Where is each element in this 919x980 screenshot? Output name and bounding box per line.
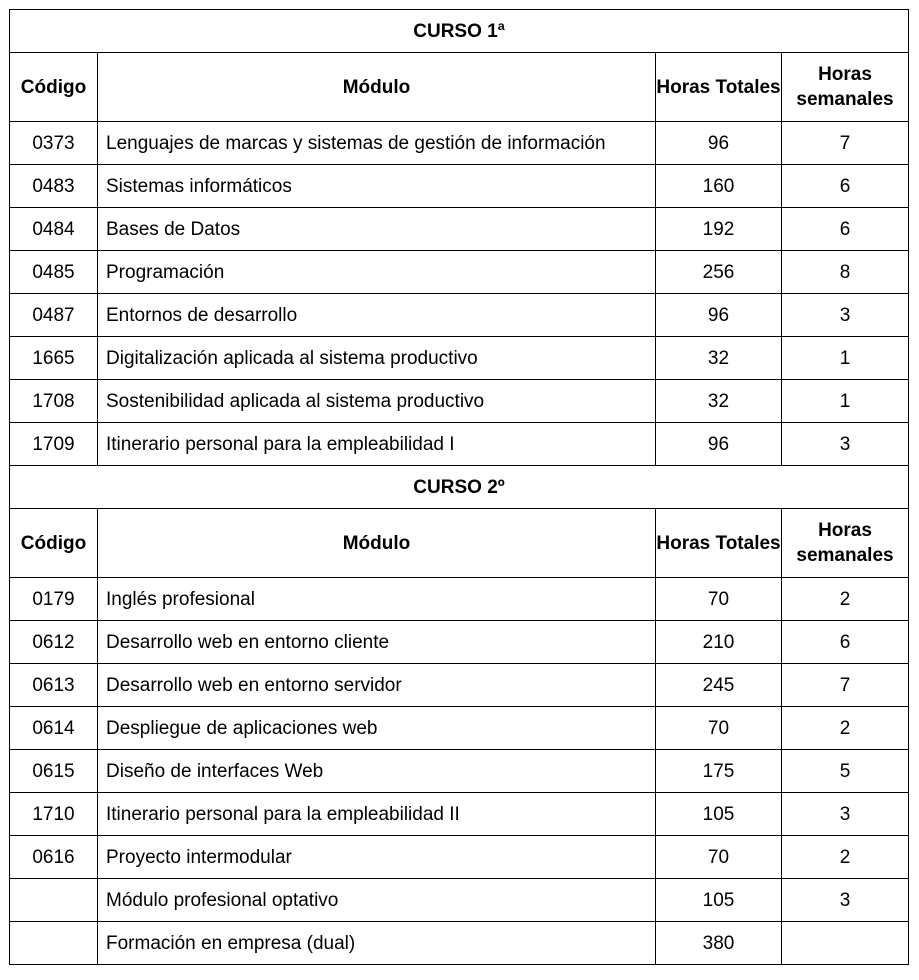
- module-code: 0615: [10, 750, 98, 793]
- table-row: [10, 707, 909, 750]
- module-code: 1709: [10, 423, 98, 466]
- weekly-hours: 6: [782, 621, 909, 664]
- total-hours: 245: [656, 664, 782, 707]
- module-name: Lenguajes de marcas y sistemas de gestión de información: [98, 122, 656, 165]
- total-hours: 160: [656, 165, 782, 208]
- total-hours: 175: [656, 750, 782, 793]
- total-hours: 96: [656, 122, 782, 165]
- module-name: Despliegue de aplicaciones web: [98, 707, 656, 750]
- header-total-hours: Horas Totales: [656, 53, 782, 122]
- module-name: Itinerario personal para la empleabilidad II: [98, 793, 656, 836]
- module-code: [10, 922, 98, 965]
- module-name: Proyecto intermodular: [98, 836, 656, 879]
- total-hours: 70: [656, 836, 782, 879]
- table-row: [10, 879, 909, 922]
- weekly-hours: 1: [782, 380, 909, 423]
- table-row: [10, 836, 909, 879]
- total-hours: 210: [656, 621, 782, 664]
- header-module: Módulo: [98, 509, 656, 578]
- module-name: Sistemas informáticos: [98, 165, 656, 208]
- course-title: CURSO 2º: [10, 466, 909, 509]
- total-hours: 32: [656, 337, 782, 380]
- total-hours: 380: [656, 922, 782, 965]
- course-title-row: [10, 466, 909, 509]
- header-row: [10, 509, 909, 578]
- weekly-hours: 2: [782, 836, 909, 879]
- weekly-hours: 6: [782, 165, 909, 208]
- header-module: Módulo: [98, 53, 656, 122]
- header-code: Código: [10, 53, 98, 122]
- table-row: [10, 664, 909, 707]
- module-name: Diseño de interfaces Web: [98, 750, 656, 793]
- table-row: [10, 337, 909, 380]
- table-row: [10, 750, 909, 793]
- total-hours: 32: [656, 380, 782, 423]
- total-hours: 96: [656, 294, 782, 337]
- weekly-hours: 5: [782, 750, 909, 793]
- total-hours: 256: [656, 251, 782, 294]
- module-code: 1708: [10, 380, 98, 423]
- course-title-row: [10, 10, 909, 53]
- total-hours: 105: [656, 879, 782, 922]
- weekly-hours: 7: [782, 122, 909, 165]
- total-hours: 70: [656, 707, 782, 750]
- module-code: 0484: [10, 208, 98, 251]
- module-code: 0179: [10, 578, 98, 621]
- table-row: [10, 251, 909, 294]
- module-name: Formación en empresa (dual): [98, 922, 656, 965]
- course-title: CURSO 1ª: [10, 10, 909, 53]
- weekly-hours: 2: [782, 707, 909, 750]
- header-code: Código: [10, 509, 98, 578]
- weekly-hours: 2: [782, 578, 909, 621]
- table-row: [10, 578, 909, 621]
- module-code: 0485: [10, 251, 98, 294]
- module-code: 0614: [10, 707, 98, 750]
- table-row: [10, 423, 909, 466]
- module-code: 1710: [10, 793, 98, 836]
- module-name: Inglés profesional: [98, 578, 656, 621]
- header-total-hours: Horas Totales: [656, 509, 782, 578]
- module-name: Módulo profesional optativo: [98, 879, 656, 922]
- modules-table: [9, 9, 909, 965]
- weekly-hours: [782, 922, 909, 965]
- header-weekly-hours: Horas semanales: [782, 53, 909, 122]
- module-code: 1665: [10, 337, 98, 380]
- table-row: [10, 621, 909, 664]
- weekly-hours: 3: [782, 879, 909, 922]
- weekly-hours: 7: [782, 664, 909, 707]
- module-name: Itinerario personal para la empleabilidad I: [98, 423, 656, 466]
- module-name: Bases de Datos: [98, 208, 656, 251]
- total-hours: 105: [656, 793, 782, 836]
- module-name: Digitalización aplicada al sistema productivo: [98, 337, 656, 380]
- module-code: 0613: [10, 664, 98, 707]
- table-row: [10, 922, 909, 965]
- table-row: [10, 165, 909, 208]
- module-code: 0373: [10, 122, 98, 165]
- module-code: [10, 879, 98, 922]
- weekly-hours: 1: [782, 337, 909, 380]
- table-row: [10, 122, 909, 165]
- module-code: 0483: [10, 165, 98, 208]
- module-code: 0612: [10, 621, 98, 664]
- table-row: [10, 793, 909, 836]
- total-hours: 96: [656, 423, 782, 466]
- table-row: [10, 208, 909, 251]
- weekly-hours: 3: [782, 793, 909, 836]
- module-code: 0487: [10, 294, 98, 337]
- module-name: Entornos de desarrollo: [98, 294, 656, 337]
- table-row: [10, 380, 909, 423]
- module-name: Sostenibilidad aplicada al sistema productivo: [98, 380, 656, 423]
- weekly-hours: 6: [782, 208, 909, 251]
- header-weekly-hours: Horas semanales: [782, 509, 909, 578]
- weekly-hours: 8: [782, 251, 909, 294]
- modules-table-body: [10, 10, 909, 965]
- header-row: [10, 53, 909, 122]
- total-hours: 70: [656, 578, 782, 621]
- total-hours: 192: [656, 208, 782, 251]
- table-row: [10, 294, 909, 337]
- weekly-hours: 3: [782, 294, 909, 337]
- weekly-hours: 3: [782, 423, 909, 466]
- module-code: 0616: [10, 836, 98, 879]
- module-name: Desarrollo web en entorno servidor: [98, 664, 656, 707]
- module-name: Programación: [98, 251, 656, 294]
- module-name: Desarrollo web en entorno cliente: [98, 621, 656, 664]
